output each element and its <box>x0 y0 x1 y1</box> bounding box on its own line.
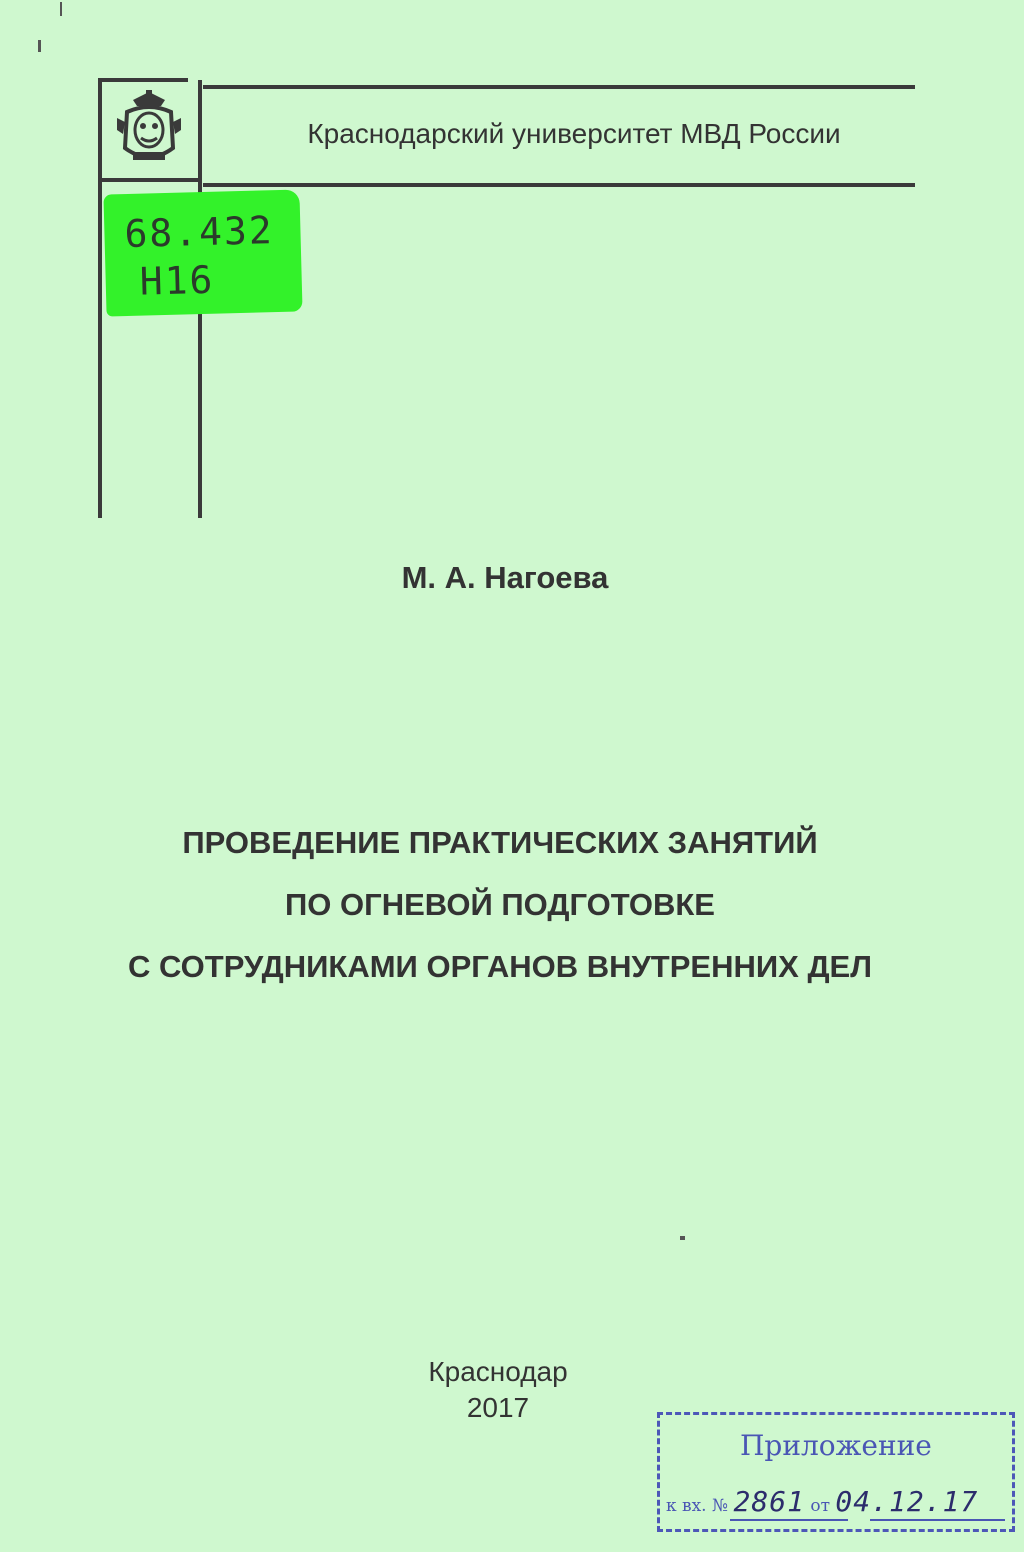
registration-stamp <box>657 1412 1015 1532</box>
stamp-entry-row <box>666 1485 1010 1518</box>
frame-line-mid-right <box>203 183 915 187</box>
author-name: М. А. Нагоева <box>401 560 609 595</box>
stamp-date: 04.12.17 <box>835 1485 979 1518</box>
shelfmark-class: 68.432 <box>123 208 275 257</box>
title-line-2: ПО ОГНЕВОЙ ПОДГОТОВКЕ <box>285 887 715 922</box>
scan-speck <box>38 40 41 52</box>
frame-line-top-right <box>203 85 915 89</box>
book-title <box>0 812 1000 998</box>
scan-speck <box>680 1236 685 1240</box>
title-line-3: С СОТРУДНИКАМИ ОРГАНОВ ВНУТРЕННИХ ДЕЛ <box>128 949 872 984</box>
mvd-emblem-icon <box>113 90 185 166</box>
stamp-number-underline <box>730 1519 848 1521</box>
publication-year: 2017 <box>466 1392 530 1423</box>
stamp-prefix: к вх. № <box>666 1496 729 1516</box>
frame-line-left <box>98 80 102 518</box>
stamp-title: Приложение <box>740 1429 932 1462</box>
title-line-1: ПРОВЕДЕНИЕ ПРАКТИЧЕСКИХ ЗАНЯТИЙ <box>182 825 818 860</box>
stamp-middle: от <box>810 1496 830 1516</box>
scan-speck <box>60 2 62 16</box>
stamp-number: 2861 <box>733 1485 805 1518</box>
shelfmark-author-code: Н16 <box>139 257 215 304</box>
frame-line-top-left <box>98 78 188 82</box>
frame-line-mid-left <box>98 178 202 182</box>
publication-city: Краснодар <box>428 1356 568 1387</box>
stamp-date-underline <box>870 1519 1005 1521</box>
institution-name: Краснодарский университет МВД России <box>307 118 841 149</box>
library-shelfmark-sticker <box>103 189 302 316</box>
